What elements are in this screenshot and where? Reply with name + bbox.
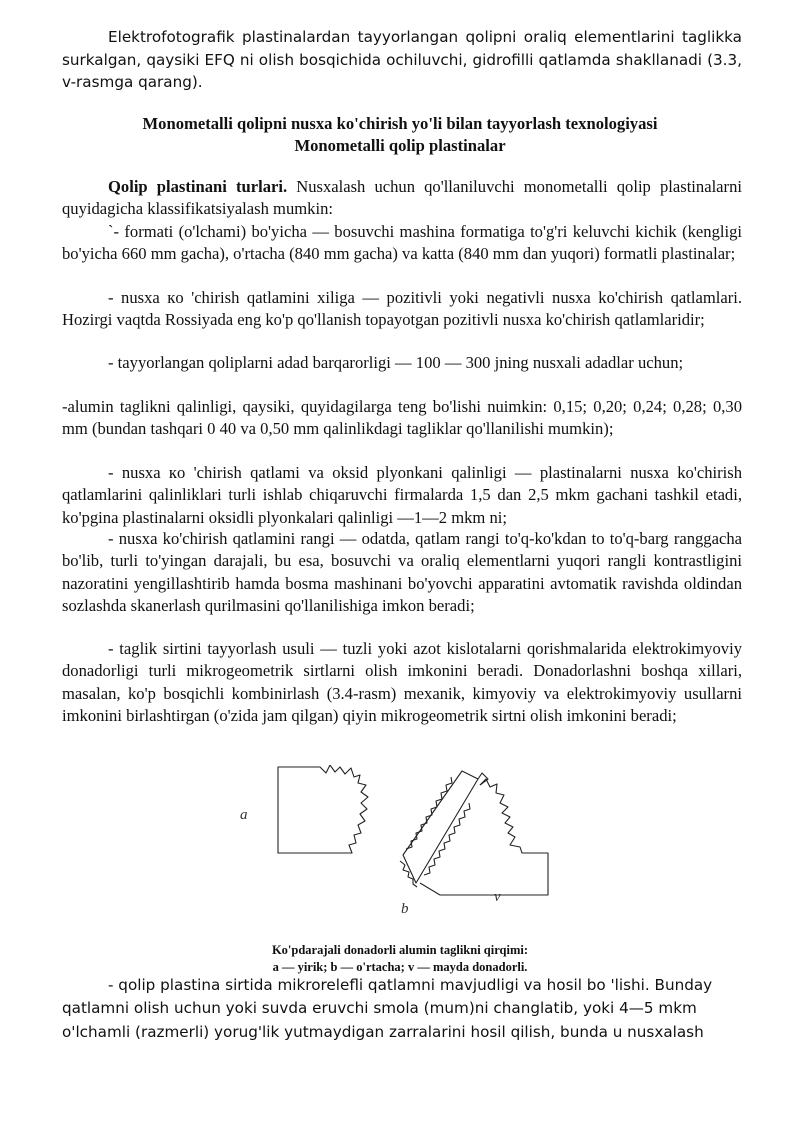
label-a: a <box>240 807 248 823</box>
last-paragraph: - qolip plastina sirtida mikrorelefli qatlamni mavjudligi va hosil bo 'lishi. Bunday qatlamni olish uchun yoki suvda eruvchi smola (mum)ni changlatib, yoki 4—5 mkm o'lchamli (razmerli) yorug'lik yutmaydigan zarralarini hosil qilish, bunda u nusxalash <box>62 976 713 1041</box>
label-b: b <box>401 901 409 917</box>
section-heading-line-2: Monometalli qolip plastinalar <box>294 136 506 156</box>
item-durability: - tayyorlangan qoliplarni adad barqarorligi — 100 — 300 jning nusxali adadlar uchun; <box>108 353 684 372</box>
coarse-grain-outline <box>278 765 368 853</box>
figure-caption-line-2: a — yirik; b — o'rtacha; v — mayda donadorli. <box>272 960 528 974</box>
item-copy-layer: - nusxa кo 'chirish qatlamini xiliga — pozitivli yoki negativli nusxa ko'chirish qatlamlari. Hozirgi vaqtda Rossiyada eng ko'p qo'llanish topayotgan pozitivli nusxa ko'chirish qatlamlaridir; <box>62 288 742 330</box>
item-format: `- formati (o'lchami) bo'yicha — bosuvchi mashina formatiga to'g'ri keluvchi kichik (kengligi bo'yicha 660 mm gacha), o'rtacha (840 mm gacha) va katta (840 mm dan yuqori) formatli plastinalar; <box>62 222 742 264</box>
medium-grain-strip <box>403 771 478 883</box>
section-heading-line-1: Monometalli qolipni nusxa ko'chirish yo'li bilan tayyorlash texnologiyasi <box>142 114 658 133</box>
types-text: Nusxalash uchun qo'llaniluvchi monometalli qolip plastinalarni quyidagicha klassifikatsiyalash mumkin: <box>62 177 742 219</box>
section-heading <box>40 113 760 158</box>
intro-paragraph: Elektrofotografik plastinalardan tayyorlangan qolipni oraliq elementlarini taglikka surkalgan, qaysiki EFQ ni olish bosqichida ochiluvchi, gidrofilli qatlamda shakllanadi (3.3, v-rasmga qarang). <box>62 28 742 92</box>
grain-cross-section-figure <box>230 765 570 925</box>
item-surface-prep: - taglik sirtini tayyorlash usuli — tuzli yoki azot kislotalarni qorishmalarida elektrokimyoviy donadorligi turli mikrogeometrik sirtlarni olish imkonini beradi. Donadorlashni boshqa xillari, masalan, ko'p bosqichli kombinirlash (3.4-rasm) mexanik, kimyoviy va elektrokimyoviy usullarni imkonini birlashtirgan (o'zida jam qilgan) qiyin mikrogeometrik sirtni olish imkonini beradi; <box>62 639 742 726</box>
label-v: v <box>494 889 501 905</box>
figure-caption <box>150 942 650 976</box>
types-bold-lead: Qolip plastinani turlari. <box>108 177 288 196</box>
fine-grain-outline <box>420 779 548 895</box>
item-layer-color: - nusxa ko'chirish qatlamini rangi — odatda, qatlam rangi to'q-ko'kdan to to'q-barg ranggacha bo'lib, turli to'yingan darajali, bu esa, bosuvchi va oraliq elementlarni yuqori rangli kontrastligini nazoratini yengillashtirib hamda bosma mashinani bo'yovchi apparatini avtomatik ravishda oldindan sozlashda skanerlash qurilmasini qo'llanilishiga imkon beradi; <box>62 529 742 616</box>
item-thickness: -alumin taglikni qalinligi, qaysiki, quyidagilarga teng bo'lishi nuimkin: 0,15; 0,20; 0,24; 0,28; 0,30 mm (bundan tashqari 0 40 va 0,50 mm qalinlikdagi tagliklar qo'llanilishi mumkin); <box>62 397 742 439</box>
types-paragraph <box>62 176 742 221</box>
item-oxide: - nusxa кo 'chirish qatlami va oksid plyonkani qalinligi — plastinalarni nusxa ko'chirish qatlamlarini qalinliklari turli ishlab chiqaruvchi firmalarda 1,5 dan 2,5 mkm gachani tashkil etadi, ko'pgina plastinalarni oksidli plyonkalari qalinligi —1—2 mkm ni; <box>62 463 742 527</box>
figure-caption-line-1: Ko'pdarajali donadorli alumin taglikni qirqimi: <box>271 943 529 957</box>
